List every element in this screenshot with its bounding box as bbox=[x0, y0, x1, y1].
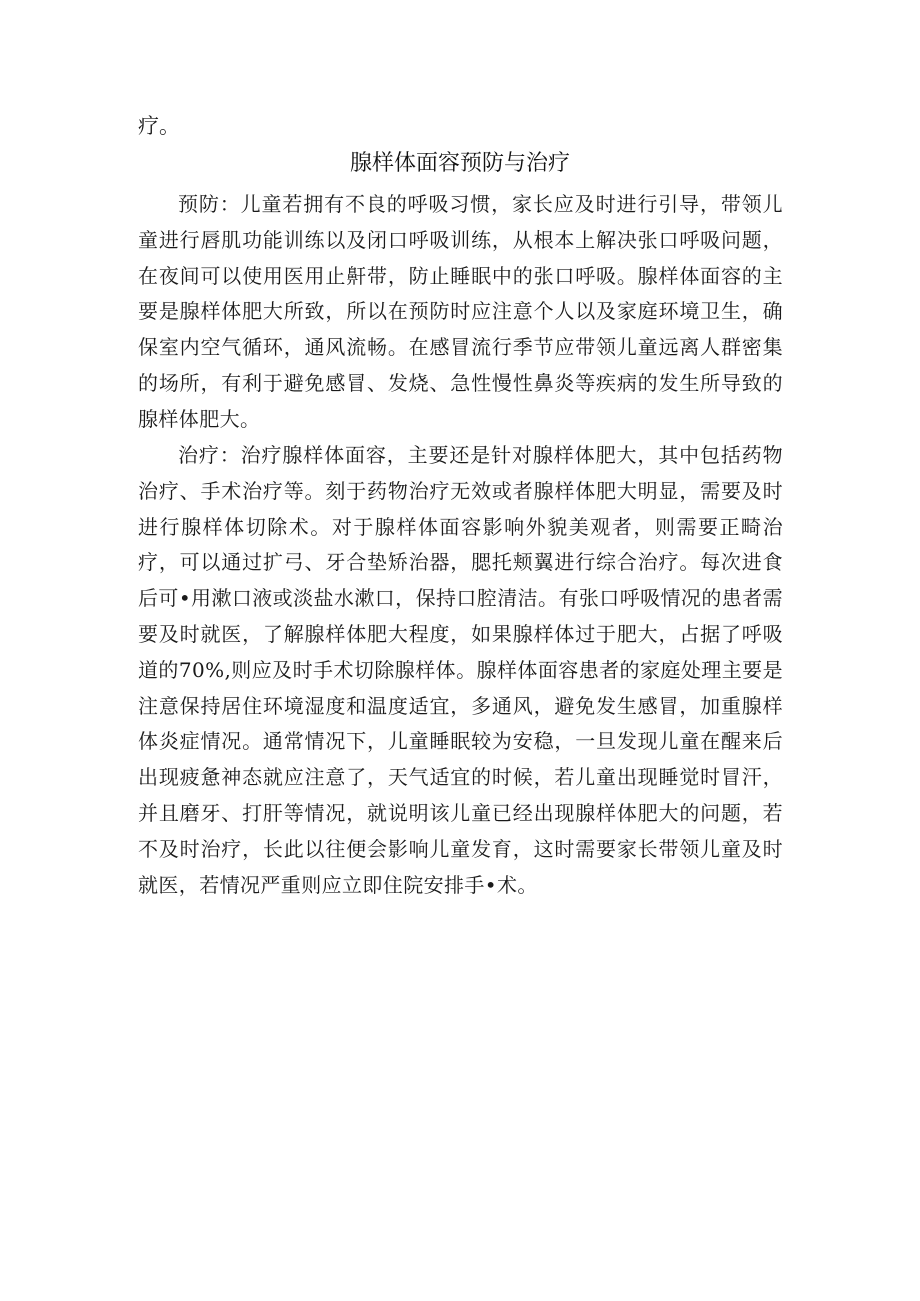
continuation-text: 疗。 bbox=[138, 114, 180, 138]
section-title: 腺样体面容预防与治疗 bbox=[349, 151, 570, 176]
paragraph-treatment: 治疗：治疗腺样体面容，主要还是针对腺样体肥大，其中包括药物治疗、手术治疗等。刻于药物治疗无效或者腺样体肥大明显，需要及时进行腺样体切除术。对于腺样体面容影响外貌美观者，则需要正畸治疗，可以通过扩弓、牙合垫矫治器，腮托颊翼进行综合治疗。每次进食后可•用漱口液或淡盐水漱口，保持口腔清洁。有张口呼吸情况的患者需要及时就医，了解腺样体肥大程度，如果腺样体过于肥大，占据了呼吸道的70%,则应及时手术切除腺样体。腺样体面容患者的家庭处理主要是注意保持居住环境湿度和温度适宜，多通风，避免发生感冒，加重腺样体炎症情况。通常情况下，儿童睡眠较为安稳，一旦发现儿童在醒来后出现疲惫神态就应注意了，天气适宜的时候，若儿童出现睡觉时冒汗，并且磨牙、打肝等情况，就说明该儿童已经出现腺样体肥大的问题，若不及时治疗，长此以往便会影响儿童发育，这时需要家长带领儿童及时就医，若情况严重则应立即住院安排手•术。 bbox=[138, 443, 783, 897]
paragraph-prevention: 预防：儿童若拥有不良的呼吸习惯，家长应及时进行引导，带领儿童进行唇肌功能训练以及闭口呼吸训练，从根本上解决张口呼吸问题，在夜间可以使用医用止鼾带，防止睡眠中的张口呼吸。腺样体面容的主要是腺样体肥大所致，所以在预防时应注意个人以及家庭环境卫生，确保室内空气循环，通风流畅。在感冒流行季节应带领儿童远离人群密集的场所，有利于避免感冒、发烧、急性慢性鼻炎等疾病的发生所导致的腺样体肥大。 bbox=[138, 192, 783, 431]
